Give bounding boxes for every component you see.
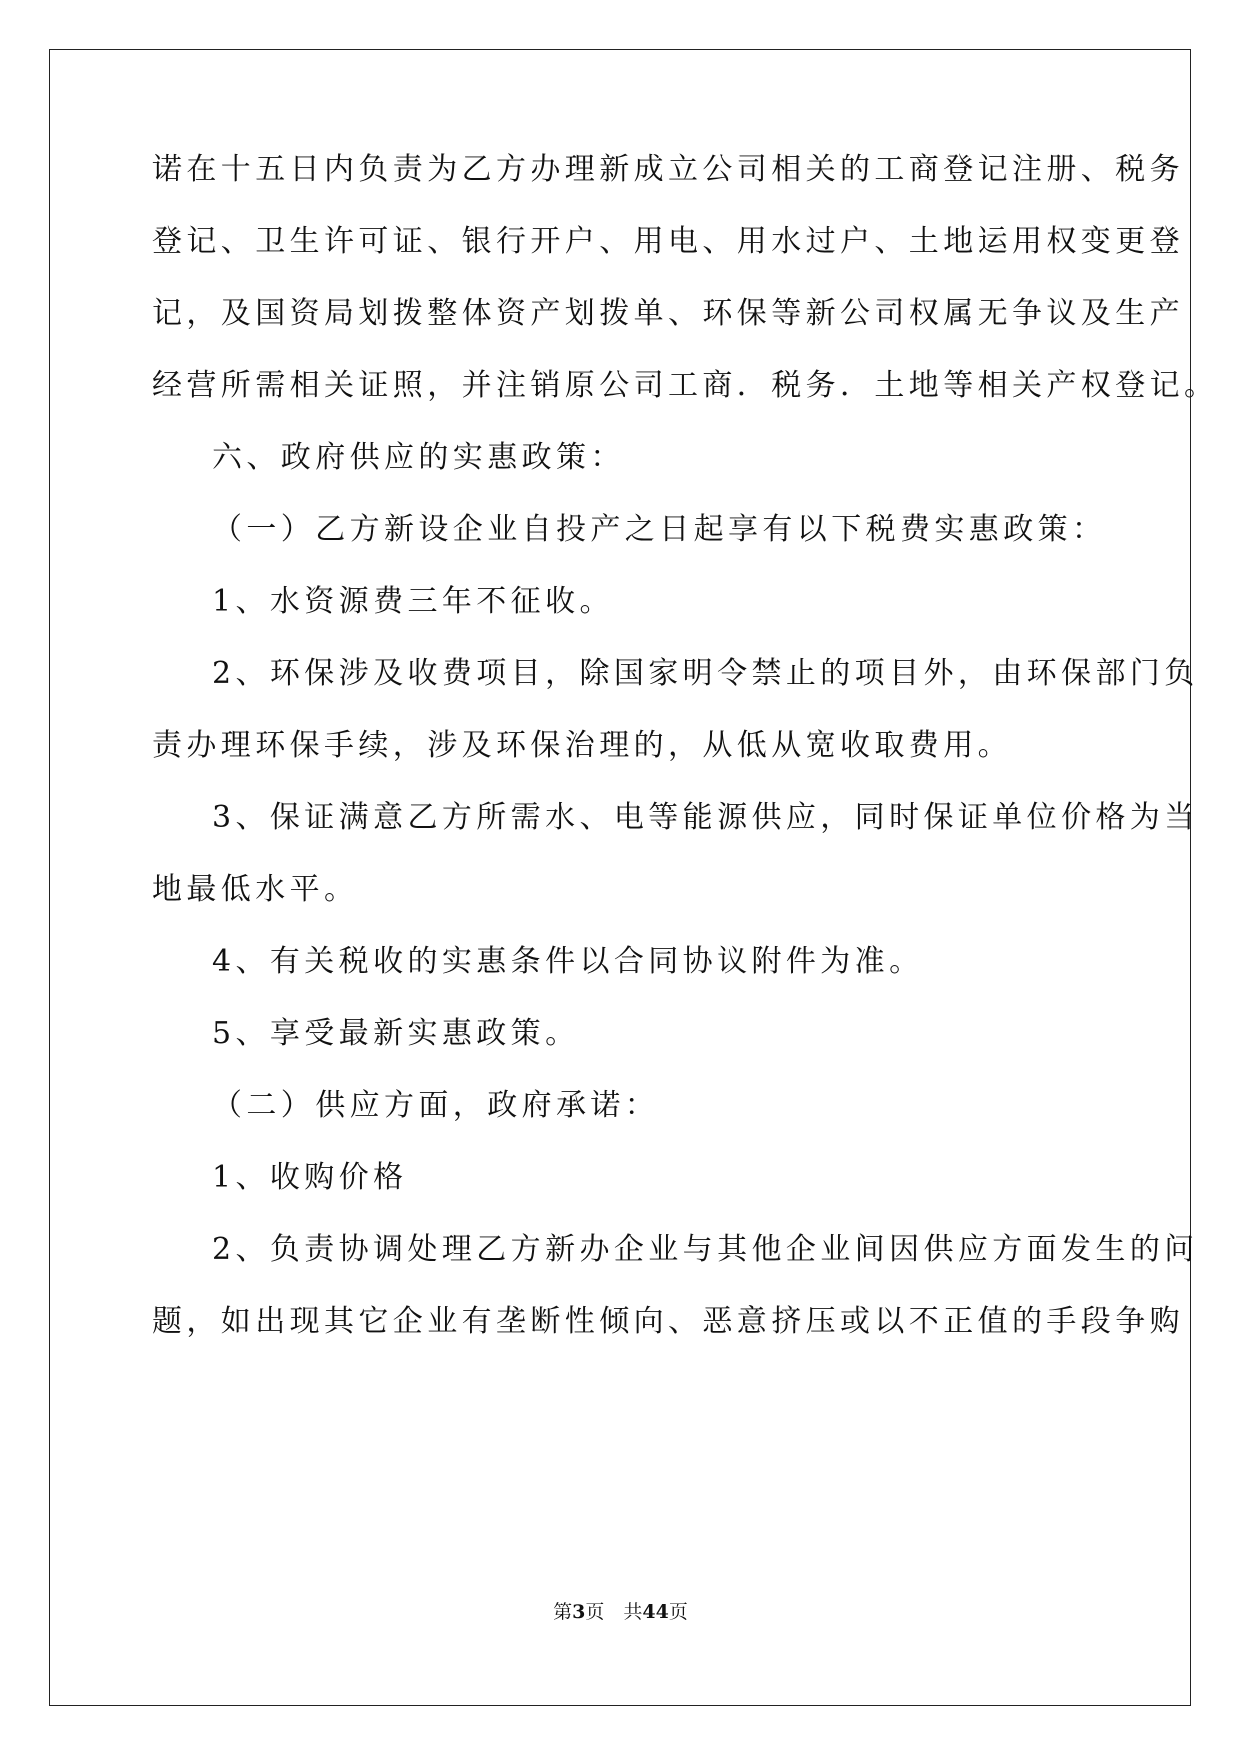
text-line: 责办理环保手续，涉及环保治理的，从低从宽收取费用。 bbox=[152, 728, 1012, 763]
subsection-heading: （一）乙方新设企业自投产之日起享有以下税费实惠政策： bbox=[212, 512, 1107, 547]
subsection-heading: （二）供应方面，政府承诺： bbox=[212, 1088, 660, 1123]
list-item: 2、环保涉及收费项目，除国家明令禁止的项目外，由环保部门负 bbox=[212, 656, 1199, 691]
page-number: 3 bbox=[572, 1601, 586, 1623]
page-footer bbox=[0, 1600, 1241, 1624]
list-item: 2、负责协调处理乙方新办企业与其他企业间因供应方面发生的问 bbox=[212, 1232, 1199, 1267]
footer-middle: 页 共 bbox=[585, 1601, 643, 1623]
list-item: 4、有关税收的实惠条件以合同协议附件为准。 bbox=[212, 944, 924, 979]
list-item: 1、水资源费三年不征收。 bbox=[212, 584, 614, 619]
text-line: 登记、卫生许可证、银行开户、用电、用水过户、土地运用权变更登 bbox=[152, 224, 1184, 259]
list-item: 3、保证满意乙方所需水、电等能源供应，同时保证单位价格为当 bbox=[212, 800, 1199, 835]
text-line: 地最低水平。 bbox=[152, 872, 359, 907]
list-item: 5、享受最新实惠政策。 bbox=[212, 1016, 580, 1051]
footer-prefix: 第 bbox=[553, 1601, 573, 1623]
footer-suffix: 页 bbox=[668, 1601, 688, 1623]
text-line: 记，及国资局划拨整体资产划拨单、环保等新公司权属无争议及生产 bbox=[152, 296, 1184, 331]
text-line: 题，如出现其它企业有垄断性倾向、恶意挤压或以不正值的手段争购 bbox=[152, 1304, 1184, 1339]
total-pages: 44 bbox=[642, 1601, 669, 1623]
list-item: 1、收购价格 bbox=[212, 1160, 408, 1195]
text-line: 经营所需相关证照，并注销原公司工商．税务．土地等相关产权登记。 bbox=[152, 368, 1219, 403]
section-heading: 六、政府供应的实惠政策： bbox=[212, 440, 625, 475]
text-line: 诺在十五日内负责为乙方办理新成立公司相关的工商登记注册、税务 bbox=[152, 152, 1184, 187]
